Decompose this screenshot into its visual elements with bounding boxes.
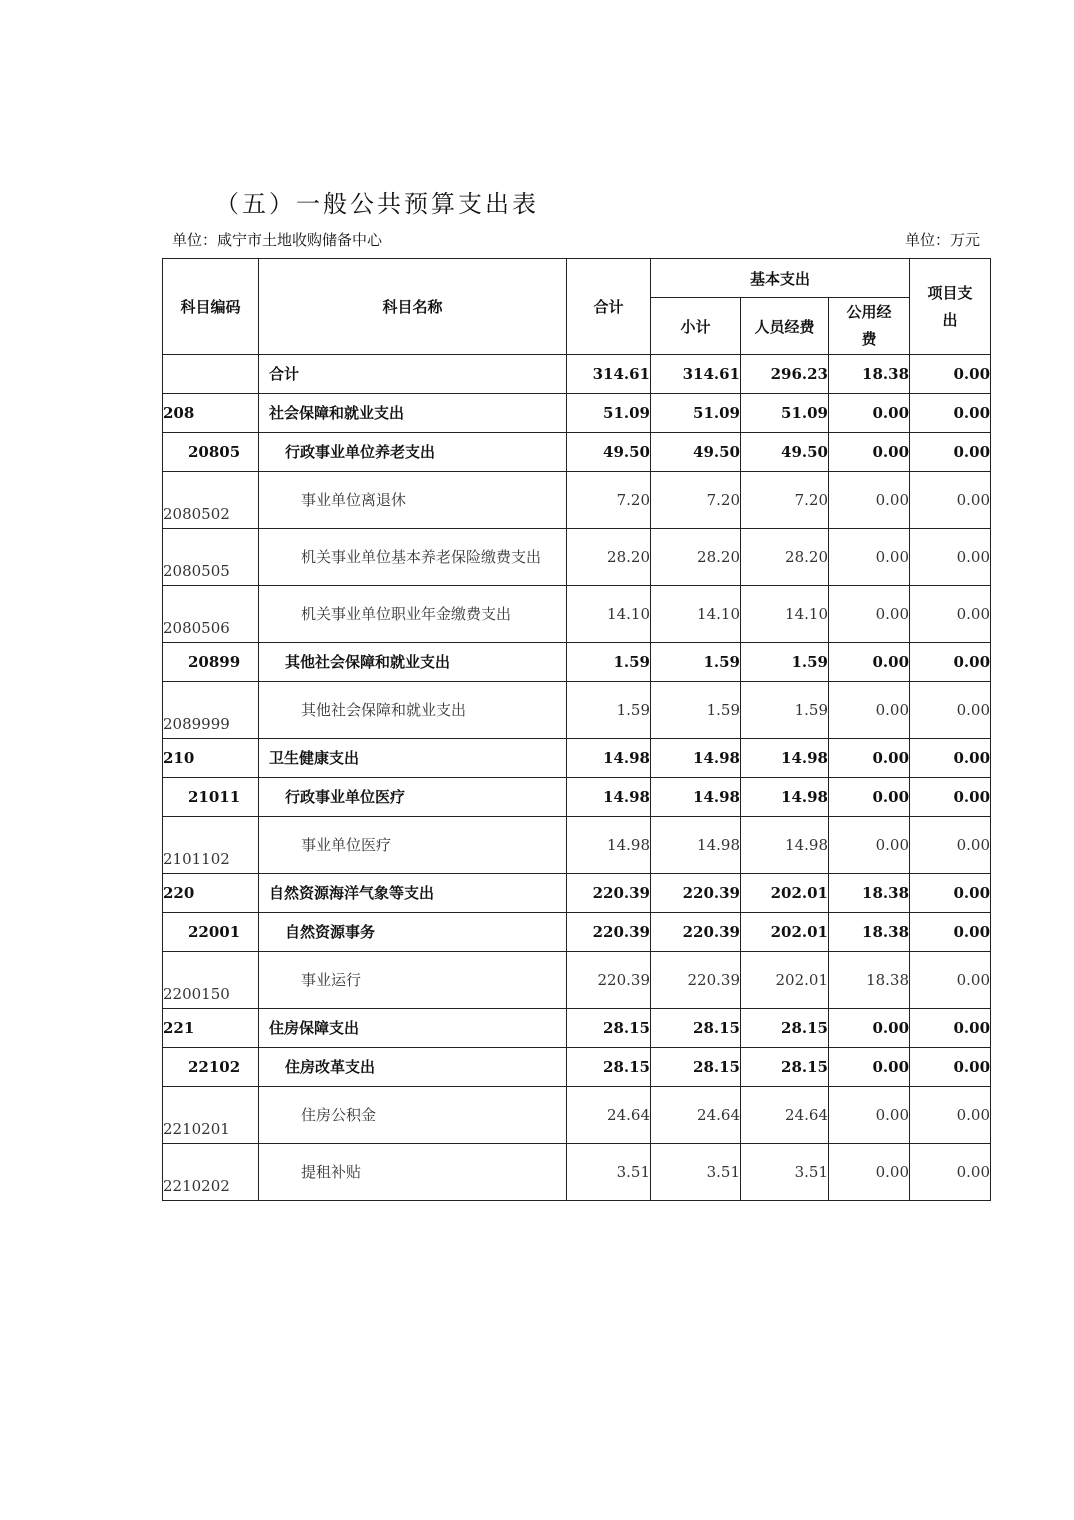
cell-total: 49.50 [567, 433, 651, 472]
table-row [163, 586, 991, 643]
table-row [163, 874, 991, 913]
table-row [163, 682, 991, 739]
table-row [163, 394, 991, 433]
header-personnel: 人员经费 [741, 298, 829, 355]
table-body [163, 355, 991, 1201]
cell-project: 0.00 [910, 739, 991, 778]
table-row [163, 817, 991, 874]
cell-name: 行政事业单位养老支出 [259, 433, 567, 472]
cell-total: 220.39 [567, 874, 651, 913]
cell-personnel: 14.98 [741, 739, 829, 778]
cell-code [163, 355, 259, 394]
table-header [163, 259, 991, 355]
header-basic-expenditure: 基本支出 [651, 259, 910, 298]
cell-subtotal: 3.51 [651, 1144, 741, 1201]
cell-personnel: 28.20 [741, 529, 829, 586]
cell-personnel: 51.09 [741, 394, 829, 433]
cell-project: 0.00 [910, 817, 991, 874]
cell-public: 0.00 [829, 643, 910, 682]
cell-subtotal: 14.98 [651, 739, 741, 778]
cell-name: 事业单位医疗 [259, 817, 567, 874]
header-public: 公用经费 [829, 298, 910, 355]
header-total: 合计 [567, 259, 651, 355]
cell-public: 18.38 [829, 952, 910, 1009]
table-row [163, 355, 991, 394]
cell-total: 28.20 [567, 529, 651, 586]
cell-project: 0.00 [910, 778, 991, 817]
cell-public: 0.00 [829, 433, 910, 472]
cell-name: 事业单位离退休 [259, 472, 567, 529]
cell-code: 20899 [163, 643, 259, 682]
cell-subtotal: 1.59 [651, 682, 741, 739]
table-row [163, 739, 991, 778]
cell-total: 28.15 [567, 1009, 651, 1048]
cell-code: 2080505 [163, 529, 259, 586]
cell-public: 0.00 [829, 1144, 910, 1201]
cell-total: 1.59 [567, 643, 651, 682]
cell-public: 0.00 [829, 739, 910, 778]
cell-project: 0.00 [910, 1144, 991, 1201]
cell-subtotal: 220.39 [651, 952, 741, 1009]
cell-name: 行政事业单位医疗 [259, 778, 567, 817]
cell-total: 14.98 [567, 817, 651, 874]
cell-subtotal: 14.10 [651, 586, 741, 643]
cell-code: 22001 [163, 913, 259, 952]
cell-name: 其他社会保障和就业支出 [259, 643, 567, 682]
cell-personnel: 1.59 [741, 682, 829, 739]
cell-personnel: 296.23 [741, 355, 829, 394]
cell-personnel: 14.10 [741, 586, 829, 643]
table-row [163, 1144, 991, 1201]
table-row [163, 913, 991, 952]
cell-total: 14.98 [567, 739, 651, 778]
cell-total: 14.98 [567, 778, 651, 817]
cell-project: 0.00 [910, 529, 991, 586]
cell-total: 14.10 [567, 586, 651, 643]
cell-total: 51.09 [567, 394, 651, 433]
cell-personnel: 1.59 [741, 643, 829, 682]
cell-subtotal: 1.59 [651, 643, 741, 682]
cell-name: 其他社会保障和就业支出 [259, 682, 567, 739]
cell-code: 2200150 [163, 952, 259, 1009]
cell-project: 0.00 [910, 355, 991, 394]
cell-project: 0.00 [910, 1087, 991, 1144]
cell-name: 住房公积金 [259, 1087, 567, 1144]
cell-name: 住房保障支出 [259, 1009, 567, 1048]
cell-name: 住房改革支出 [259, 1048, 567, 1087]
cell-personnel: 202.01 [741, 874, 829, 913]
cell-code: 208 [163, 394, 259, 433]
cell-public: 0.00 [829, 1009, 910, 1048]
cell-subtotal: 28.15 [651, 1009, 741, 1048]
cell-public: 18.38 [829, 913, 910, 952]
page-title: （五）一般公共预算支出表 [215, 190, 539, 218]
table-row [163, 1009, 991, 1048]
unit-organization: 单位：咸宁市土地收购储备中心 [172, 231, 383, 249]
cell-personnel: 49.50 [741, 433, 829, 472]
cell-subtotal: 220.39 [651, 913, 741, 952]
cell-total: 28.15 [567, 1048, 651, 1087]
cell-personnel: 3.51 [741, 1144, 829, 1201]
header-name: 科目名称 [259, 259, 567, 355]
cell-personnel: 7.20 [741, 472, 829, 529]
table-row [163, 433, 991, 472]
cell-subtotal: 14.98 [651, 778, 741, 817]
cell-name: 事业运行 [259, 952, 567, 1009]
table-row [163, 643, 991, 682]
cell-project: 0.00 [910, 433, 991, 472]
cell-code: 2089999 [163, 682, 259, 739]
cell-personnel: 14.98 [741, 817, 829, 874]
cell-project: 0.00 [910, 586, 991, 643]
cell-name: 自然资源事务 [259, 913, 567, 952]
cell-project: 0.00 [910, 1009, 991, 1048]
cell-total: 220.39 [567, 913, 651, 952]
cell-public: 0.00 [829, 682, 910, 739]
cell-project: 0.00 [910, 913, 991, 952]
cell-project: 0.00 [910, 682, 991, 739]
cell-public: 18.38 [829, 874, 910, 913]
cell-code: 2080506 [163, 586, 259, 643]
table-row [163, 1087, 991, 1144]
cell-subtotal: 7.20 [651, 472, 741, 529]
cell-personnel: 28.15 [741, 1009, 829, 1048]
cell-subtotal: 14.98 [651, 817, 741, 874]
cell-code: 20805 [163, 433, 259, 472]
cell-personnel: 202.01 [741, 913, 829, 952]
cell-public: 18.38 [829, 355, 910, 394]
cell-project: 0.00 [910, 1048, 991, 1087]
budget-table [162, 258, 991, 1201]
cell-code: 210 [163, 739, 259, 778]
cell-public: 0.00 [829, 529, 910, 586]
cell-code: 21011 [163, 778, 259, 817]
cell-subtotal: 24.64 [651, 1087, 741, 1144]
cell-personnel: 202.01 [741, 952, 829, 1009]
table-row [163, 952, 991, 1009]
cell-code: 2210201 [163, 1087, 259, 1144]
cell-code: 220 [163, 874, 259, 913]
cell-name: 社会保障和就业支出 [259, 394, 567, 433]
cell-subtotal: 28.15 [651, 1048, 741, 1087]
header-code: 科目编码 [163, 259, 259, 355]
cell-total: 24.64 [567, 1087, 651, 1144]
cell-total: 220.39 [567, 952, 651, 1009]
cell-personnel: 28.15 [741, 1048, 829, 1087]
cell-total: 1.59 [567, 682, 651, 739]
cell-subtotal: 49.50 [651, 433, 741, 472]
cell-code: 2101102 [163, 817, 259, 874]
cell-code: 221 [163, 1009, 259, 1048]
cell-public: 0.00 [829, 817, 910, 874]
unit-line [172, 229, 980, 249]
cell-name: 机关事业单位基本养老保险缴费支出 [259, 529, 567, 586]
table-row [163, 1048, 991, 1087]
cell-public: 0.00 [829, 1087, 910, 1144]
table-row [163, 472, 991, 529]
cell-project: 0.00 [910, 874, 991, 913]
cell-project: 0.00 [910, 643, 991, 682]
table-row [163, 529, 991, 586]
cell-total: 3.51 [567, 1144, 651, 1201]
header-project-expenditure: 项目支出 [910, 259, 991, 355]
cell-subtotal: 28.20 [651, 529, 741, 586]
table-row [163, 778, 991, 817]
header-subtotal: 小计 [651, 298, 741, 355]
cell-name: 合计 [259, 355, 567, 394]
cell-subtotal: 220.39 [651, 874, 741, 913]
cell-name: 提租补贴 [259, 1144, 567, 1201]
unit-currency: 单位：万元 [904, 231, 980, 249]
cell-code: 22102 [163, 1048, 259, 1087]
cell-public: 0.00 [829, 472, 910, 529]
cell-public: 0.00 [829, 1048, 910, 1087]
cell-project: 0.00 [910, 394, 991, 433]
cell-subtotal: 314.61 [651, 355, 741, 394]
cell-name: 卫生健康支出 [259, 739, 567, 778]
cell-personnel: 24.64 [741, 1087, 829, 1144]
cell-name: 自然资源海洋气象等支出 [259, 874, 567, 913]
cell-public: 0.00 [829, 586, 910, 643]
cell-personnel: 14.98 [741, 778, 829, 817]
cell-name: 机关事业单位职业年金缴费支出 [259, 586, 567, 643]
cell-code: 2210202 [163, 1144, 259, 1201]
cell-project: 0.00 [910, 472, 991, 529]
cell-project: 0.00 [910, 952, 991, 1009]
cell-code: 2080502 [163, 472, 259, 529]
cell-total: 7.20 [567, 472, 651, 529]
cell-public: 0.00 [829, 394, 910, 433]
cell-public: 0.00 [829, 778, 910, 817]
cell-subtotal: 51.09 [651, 394, 741, 433]
cell-total: 314.61 [567, 355, 651, 394]
